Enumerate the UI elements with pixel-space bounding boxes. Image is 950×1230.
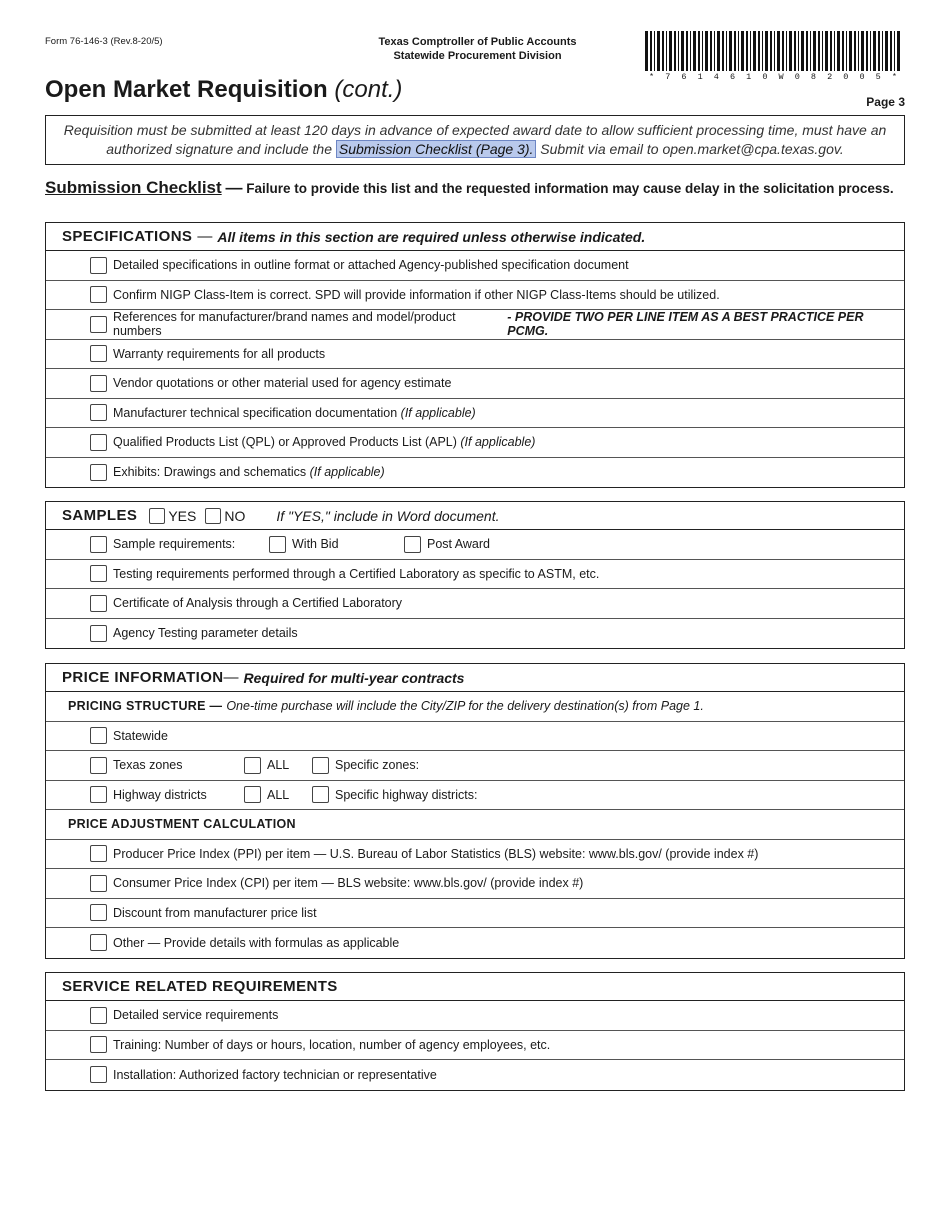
samples-requirements-row xyxy=(46,530,904,560)
barcode-bar xyxy=(813,31,816,71)
adjust-item-1 xyxy=(46,869,904,899)
spec-suffix-5: (If applicable) xyxy=(400,405,476,420)
barcode-bar xyxy=(722,31,724,71)
service-label-1: Training: Number of days or hours, location, number of agency employees, etc. xyxy=(113,1037,551,1052)
barcode-digit: 0 xyxy=(859,72,865,82)
form-number: Form 76-146-3 (Rev.8-20/5) xyxy=(45,36,163,47)
barcode-bar xyxy=(890,31,892,71)
spec-item-2 xyxy=(46,310,904,340)
price-header xyxy=(46,664,904,692)
texas-zones-label: Texas zones xyxy=(113,758,183,773)
service-checkbox-1[interactable] xyxy=(90,1036,107,1053)
samples-yes-option xyxy=(149,508,205,524)
statewide-label: Statewide xyxy=(113,728,168,743)
barcode-bar xyxy=(858,31,859,71)
pricing-structure-heading xyxy=(46,692,904,722)
adjust-label-3: Other — Provide details with formulas as applicable xyxy=(113,935,400,950)
service-title: SERVICE RELATED REQUIREMENTS xyxy=(62,978,338,995)
spec-item-0 xyxy=(46,251,904,281)
notice-text-1: Requisition must be submitted at least 120 days in advance of expected award date to allow sufficient processing time, must have an authorized signature and include the xyxy=(63,122,887,157)
samples-with-bid-checkbox[interactable] xyxy=(269,536,286,553)
barcode-bar xyxy=(849,31,852,71)
barcode-digit: 8 xyxy=(810,72,816,82)
barcode xyxy=(643,31,903,81)
barcode-bar xyxy=(758,31,760,71)
barcode-bar xyxy=(662,31,664,71)
price-section xyxy=(45,663,905,959)
spec-checkbox-7[interactable] xyxy=(90,464,107,481)
spec-suffix-6: (If applicable) xyxy=(460,435,536,450)
zones-all-option xyxy=(244,757,312,774)
barcode-bar xyxy=(789,31,792,71)
samples-header xyxy=(46,502,904,530)
price-adjustment-title: PRICE ADJUSTMENT CALCULATION xyxy=(68,817,296,832)
barcode-bar xyxy=(717,31,720,71)
barcode-bar xyxy=(693,31,696,71)
spec-label-3: Warranty requirements for all products xyxy=(113,346,326,361)
samples-section xyxy=(45,501,905,649)
barcode-digit: 1 xyxy=(697,72,703,82)
samples-requirements-checkbox[interactable] xyxy=(90,536,107,553)
barcode-digit: 6 xyxy=(729,72,736,82)
barcode-bar xyxy=(657,31,660,71)
samples-item-1 xyxy=(46,589,904,619)
zones-all-checkbox[interactable] xyxy=(244,757,261,774)
price-adjustment-heading xyxy=(46,810,904,840)
spec-checkbox-5[interactable] xyxy=(90,404,107,421)
barcode-digit: 4 xyxy=(713,72,719,82)
barcode-digit: * xyxy=(891,72,897,82)
service-item-1 xyxy=(46,1031,904,1061)
specific-zones-label: Specific zones: xyxy=(335,758,420,773)
pricing-structure-note: One-time purchase will include the City/ZIP for the delivery destination(s) from Page 1. xyxy=(226,699,704,714)
barcode-bar xyxy=(810,31,811,71)
checklist-dash: — xyxy=(225,178,243,197)
zones-all-label: ALL xyxy=(267,758,290,773)
barcode-bar xyxy=(842,31,844,71)
checklist-heading xyxy=(45,178,925,198)
barcode-bar xyxy=(794,31,796,71)
barcode-bar xyxy=(861,31,864,71)
service-checkbox-2[interactable] xyxy=(90,1066,107,1083)
specific-districts-checkbox[interactable] xyxy=(312,786,329,803)
barcode-bar xyxy=(870,31,871,71)
barcode-bar xyxy=(726,31,727,71)
statewide-row xyxy=(46,722,904,752)
samples-item-2 xyxy=(46,619,904,649)
barcode-bar xyxy=(834,31,835,71)
page-number: Page 3 xyxy=(866,95,905,109)
specifications-dash: — xyxy=(197,228,213,245)
price-title: PRICE INFORMATION xyxy=(62,669,224,686)
specific-zones-option xyxy=(312,757,419,774)
barcode-bar xyxy=(897,31,900,71)
samples-item-0 xyxy=(46,560,904,590)
samples-label-1: Certificate of Analysis through a Certified Laboratory xyxy=(113,596,403,611)
samples-no-checkbox[interactable] xyxy=(205,508,221,524)
barcode-bar xyxy=(645,31,648,71)
service-checkbox-0[interactable] xyxy=(90,1007,107,1024)
notice-checklist-link[interactable]: Submission Checklist (Page 3). xyxy=(336,140,537,158)
barcode-bar xyxy=(741,31,744,71)
samples-checkbox-1[interactable] xyxy=(90,595,107,612)
samples-checkbox-2[interactable] xyxy=(90,625,107,642)
specifications-title: SPECIFICATIONS xyxy=(62,228,193,245)
service-item-0 xyxy=(46,1001,904,1031)
adjust-item-2 xyxy=(46,899,904,929)
samples-label-2: Agency Testing parameter details xyxy=(113,626,298,641)
barcode-digits xyxy=(643,72,903,82)
barcode-bar xyxy=(690,31,691,71)
submission-notice xyxy=(45,115,905,165)
barcode-digit: 0 xyxy=(762,72,768,82)
barcode-bar xyxy=(710,31,712,71)
barcode-bar xyxy=(734,31,736,71)
service-header xyxy=(46,973,904,1001)
specifications-note: All items in this section are required unless otherwise indicated. xyxy=(217,228,646,245)
service-label-0: Detailed service requirements xyxy=(113,1008,279,1023)
barcode-bar xyxy=(746,31,748,71)
barcode-bar xyxy=(753,31,756,71)
spec-item-4 xyxy=(46,369,904,399)
barcode-bar xyxy=(878,31,880,71)
specific-districts-option xyxy=(312,786,477,803)
barcode-bar xyxy=(669,31,672,71)
barcode-bar xyxy=(666,31,667,71)
highway-districts-checkbox[interactable] xyxy=(90,786,107,803)
adjust-item-3 xyxy=(46,928,904,958)
spec-checkbox-3[interactable] xyxy=(90,345,107,362)
barcode-bar xyxy=(774,31,775,71)
barcode-bar xyxy=(846,31,847,71)
barcode-bar xyxy=(650,31,652,71)
adjust-checkbox-1[interactable] xyxy=(90,875,107,892)
samples-with-bid-option xyxy=(269,536,404,553)
barcode-digit: * xyxy=(649,72,655,82)
statewide-checkbox[interactable] xyxy=(90,727,107,744)
adjust-checkbox-2[interactable] xyxy=(90,904,107,921)
samples-post-award-option xyxy=(404,536,490,553)
spec-label-5: Manufacturer technical specification documentation xyxy=(113,405,398,420)
barcode-bar xyxy=(674,31,676,71)
barcode-bar xyxy=(762,31,763,71)
service-item-2 xyxy=(46,1060,904,1090)
adjust-label-0: Producer Price Index (PPI) per item — U.S. Bureau of Labor Statistics (BLS) website: www.bls.gov/ (provide index #) xyxy=(113,846,759,861)
adjust-checkbox-0[interactable] xyxy=(90,845,107,862)
barcode-bars xyxy=(643,31,903,71)
barcode-bar xyxy=(885,31,888,71)
service-label-2: Installation: Authorized factory technician or representative xyxy=(113,1067,437,1082)
spec-item-1 xyxy=(46,281,904,311)
samples-checkbox-0[interactable] xyxy=(90,565,107,582)
spec-checkbox-1[interactable] xyxy=(90,286,107,303)
samples-requirements-label: Sample requirements: xyxy=(113,537,236,552)
barcode-bar xyxy=(654,31,655,71)
barcode-bar xyxy=(825,31,828,71)
agency-line-2: Statewide Procurement Division xyxy=(393,50,562,62)
spec-checkbox-0[interactable] xyxy=(90,257,107,274)
pricing-structure-title: PRICING STRUCTURE — xyxy=(68,699,223,714)
barcode-bar xyxy=(705,31,708,71)
barcode-bar xyxy=(782,31,784,71)
barcode-digit: W xyxy=(778,72,784,82)
barcode-bar xyxy=(882,31,883,71)
samples-post-award-label: Post Award xyxy=(427,537,491,552)
texas-zones-checkbox[interactable] xyxy=(90,757,107,774)
checklist-note: Failure to provide this list and the requested information may cause delay in the solicitation process. xyxy=(246,181,894,196)
notice-text-2: Submit via email to open.market@cpa.texas.gov. xyxy=(540,141,844,157)
barcode-bar xyxy=(702,31,703,71)
barcode-digit: 1 xyxy=(746,72,752,82)
price-note: Required for multi-year contracts xyxy=(243,669,465,686)
specifications-section xyxy=(45,222,905,488)
page-title xyxy=(45,76,402,104)
barcode-bar xyxy=(822,31,823,71)
adjust-item-0 xyxy=(46,840,904,870)
samples-yes-checkbox[interactable] xyxy=(149,508,165,524)
samples-label-0: Testing requirements performed through a Certified Laboratory as specific to ASTM, etc. xyxy=(113,566,600,581)
samples-no-option xyxy=(205,508,254,524)
barcode-bar xyxy=(866,31,868,71)
spec-item-3 xyxy=(46,340,904,370)
highway-districts-label: Highway districts xyxy=(113,787,207,802)
barcode-bar xyxy=(894,31,895,71)
barcode-digit: 0 xyxy=(794,72,800,82)
spec-label-7: Exhibits: Drawings and schematics xyxy=(113,465,307,480)
adjust-label-1: Consumer Price Index (CPI) per item — BLS website: www.bls.gov/ (provide index #) xyxy=(113,876,584,891)
spec-checkbox-6[interactable] xyxy=(90,434,107,451)
adjust-label-2: Discount from manufacturer price list xyxy=(113,905,317,920)
barcode-bar xyxy=(681,31,684,71)
checklist-title: Submission Checklist xyxy=(45,178,222,197)
barcode-digit: 5 xyxy=(875,72,881,82)
spec-checkbox-4[interactable] xyxy=(90,375,107,392)
spec-label-1: Confirm NIGP Class-Item is correct. SPD will provide information if other NIGP Class-Items should be utilized. xyxy=(113,287,720,302)
spec-checkbox-2[interactable] xyxy=(90,316,107,333)
barcode-bar xyxy=(818,31,820,71)
title-suffix: (cont.) xyxy=(334,76,403,103)
barcode-digit: 0 xyxy=(843,72,849,82)
price-dash: — xyxy=(223,669,239,686)
barcode-bar xyxy=(801,31,804,71)
highway-districts-row xyxy=(46,781,904,811)
barcode-bar xyxy=(738,31,739,71)
districts-all-option xyxy=(244,786,312,803)
districts-all-label: ALL xyxy=(267,787,290,802)
barcode-bar xyxy=(714,31,715,71)
barcode-bar xyxy=(765,31,768,71)
barcode-bar xyxy=(770,31,772,71)
samples-no-label: NO xyxy=(224,507,246,524)
barcode-digit: 6 xyxy=(681,72,687,82)
barcode-bar xyxy=(854,31,856,71)
barcode-bar xyxy=(729,31,732,71)
barcode-bar xyxy=(777,31,780,71)
spec-item-7 xyxy=(46,458,904,488)
samples-yes-label: YES xyxy=(168,507,197,524)
barcode-digit: 2 xyxy=(827,72,833,82)
samples-post-award-checkbox[interactable] xyxy=(404,536,421,553)
samples-note: If "YES," include in Word document. xyxy=(276,507,500,524)
specifications-header xyxy=(46,223,904,251)
spec-suffix-2: - PROVIDE TWO PER LINE ITEM AS A BEST PRACTICE PER PCMG. xyxy=(507,310,864,339)
barcode-bar xyxy=(786,31,787,71)
barcode-bar xyxy=(837,31,840,71)
barcode-bar xyxy=(798,31,799,71)
agency-name xyxy=(340,35,615,63)
barcode-bar xyxy=(750,31,751,71)
barcode-bar xyxy=(686,31,688,71)
agency-line-1: Texas Comptroller of Public Accounts xyxy=(378,36,577,48)
barcode-bar xyxy=(873,31,876,71)
spec-label-2: References for manufacturer/brand names and model/product numbers xyxy=(113,310,456,339)
spec-label-4: Vendor quotations or other material used for agency estimate xyxy=(113,376,452,391)
title-main: Open Market Requisition xyxy=(45,76,328,103)
barcode-bar xyxy=(698,31,700,71)
samples-title: SAMPLES xyxy=(62,507,138,524)
spec-suffix-7: (If applicable) xyxy=(309,465,385,480)
spec-item-5 xyxy=(46,399,904,429)
samples-with-bid-label: With Bid xyxy=(292,537,339,552)
districts-all-checkbox[interactable] xyxy=(244,786,261,803)
barcode-bar xyxy=(678,31,679,71)
service-section xyxy=(45,972,905,1091)
spec-label-6: Qualified Products List (QPL) or Approved Products List (APL) xyxy=(113,435,457,450)
spec-label-0: Detailed specifications in outline format or attached Agency-published specification document xyxy=(113,258,629,273)
adjust-checkbox-3[interactable] xyxy=(90,934,107,951)
specific-zones-checkbox[interactable] xyxy=(312,757,329,774)
specific-districts-label: Specific highway districts: xyxy=(335,787,478,802)
spec-item-6 xyxy=(46,428,904,458)
barcode-bar xyxy=(830,31,832,71)
barcode-digit: 7 xyxy=(665,72,671,82)
barcode-bar xyxy=(806,31,808,71)
texas-zones-row xyxy=(46,751,904,781)
